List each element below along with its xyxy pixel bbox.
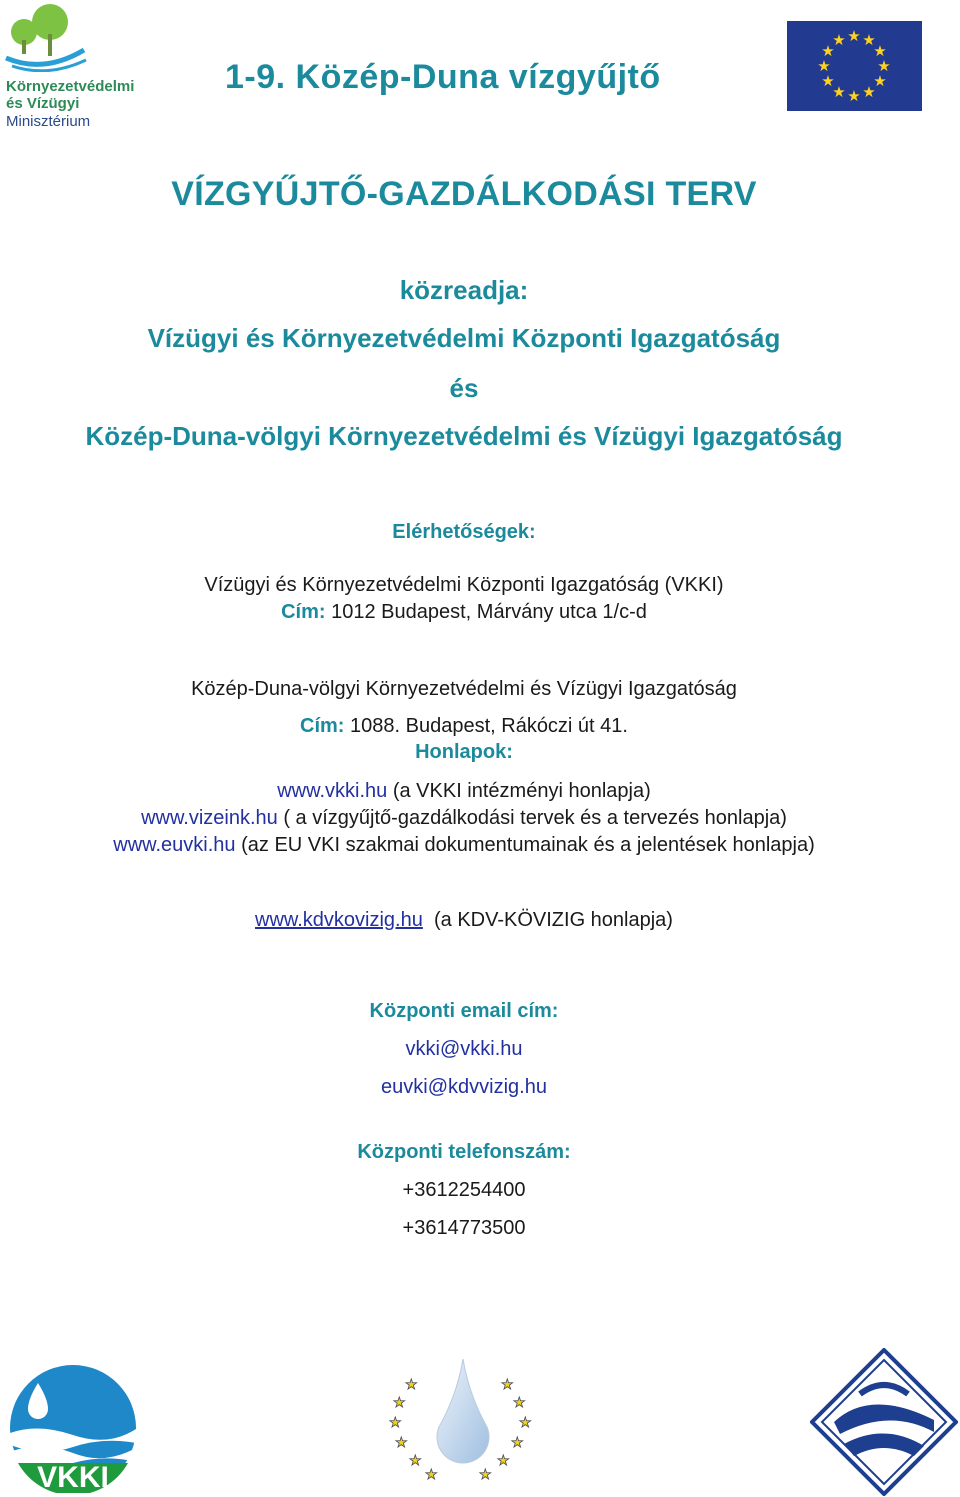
kdv-address-value: 1088. Budapest, Rákóczi út 41. <box>350 715 628 737</box>
main-title: VÍZGYŰJTŐ-GAZDÁLKODÁSI TERV <box>171 175 757 213</box>
website-item <box>0 780 928 803</box>
publisher-org-1: Vízügyi és Környezetvédelmi Központi Igazgatóság <box>147 323 781 353</box>
svg-text:★: ★ <box>817 57 831 75</box>
kdv-diamond-logo-icon <box>810 1348 958 1496</box>
publisher-org-2: Közép-Duna-völgyi Környezetvédelmi és Vízügyi Igazgatóság <box>85 421 843 451</box>
phone-number-1: +3612254400 <box>402 1179 526 1201</box>
part-title: 1-9. Közép-Duna vízgyűjtő <box>225 58 661 96</box>
svg-text:★: ★ <box>511 1435 524 1451</box>
ministry-logo-line-3: Minisztérium <box>6 113 91 130</box>
svg-text:★: ★ <box>513 1395 526 1411</box>
svg-text:★: ★ <box>847 87 861 105</box>
published-by-label: közreadja: <box>399 275 529 305</box>
svg-text:★: ★ <box>405 1377 418 1393</box>
website-link-euvki[interactable]: www.euvki.hu <box>113 834 236 856</box>
eu-flag-icon <box>787 21 922 111</box>
tree-logo-icon <box>4 2 94 72</box>
and-conjunction: és <box>449 373 479 403</box>
phone-number-2: +3614773500 <box>402 1217 526 1239</box>
kdv-address <box>0 715 928 738</box>
email-address-1[interactable]: vkki@vkki.hu <box>405 1038 523 1060</box>
svg-text:★: ★ <box>425 1467 438 1483</box>
email-heading: Központi email cím: <box>369 1000 559 1022</box>
svg-text:★: ★ <box>519 1415 532 1431</box>
phone-heading: Központi telefonszám: <box>357 1141 571 1163</box>
vkki-logo-icon <box>8 1363 138 1493</box>
svg-text:★: ★ <box>847 27 861 45</box>
website-desc: (az EU VKI szakmai dokumentumainak és a jelentések honlapja) <box>241 834 815 856</box>
email-address-2[interactable]: euvki@kdvvizig.hu <box>381 1076 547 1098</box>
vkki-address-value: 1012 Budapest, Márvány utca 1/c-d <box>331 601 647 623</box>
svg-text:★: ★ <box>832 31 846 49</box>
svg-text:★: ★ <box>821 42 835 60</box>
websites-heading: Honlapok: <box>415 741 513 763</box>
address-label: Cím: <box>300 715 345 737</box>
website-item <box>0 834 928 857</box>
svg-text:★: ★ <box>873 42 887 60</box>
svg-text:★: ★ <box>821 72 835 90</box>
website-desc: ( a vízgyűjtő-gazdálkodási tervek és a tervezés honlapja) <box>283 807 787 829</box>
svg-text:★: ★ <box>409 1453 422 1469</box>
water-drop-logo-icon <box>383 1355 543 1495</box>
website-desc: (a VKKI intézményi honlapja) <box>392 780 651 802</box>
website-item <box>0 807 928 830</box>
address-label: Cím: <box>281 601 326 623</box>
svg-text:★: ★ <box>501 1377 514 1393</box>
ministry-logo <box>4 2 154 132</box>
website-link-kdvkovizig[interactable]: www.kdvkovizig.hu <box>255 909 423 931</box>
vkki-logo-text: VKKI <box>37 1461 109 1493</box>
svg-text:★: ★ <box>389 1415 402 1431</box>
svg-text:★: ★ <box>395 1435 408 1451</box>
ministry-logo-line-1: Környezetvédelmi <box>6 78 135 95</box>
svg-text:★: ★ <box>479 1467 492 1483</box>
svg-text:★: ★ <box>873 72 887 90</box>
svg-text:★: ★ <box>497 1453 510 1469</box>
svg-text:★: ★ <box>862 31 876 49</box>
svg-text:★: ★ <box>877 57 891 75</box>
website-link-vkki[interactable]: www.vkki.hu <box>277 780 388 802</box>
website-desc: (a KDV-KÖVIZIG honlapja) <box>433 909 673 931</box>
svg-text:★: ★ <box>832 83 846 101</box>
contacts-heading: Elérhetőségek: <box>392 521 536 543</box>
vkki-address <box>0 601 928 624</box>
svg-text:★: ★ <box>393 1395 406 1411</box>
svg-text:★: ★ <box>862 83 876 101</box>
website-link-vizeink[interactable]: www.vizeink.hu <box>141 807 278 829</box>
ministry-logo-line-2: és Vízügyi <box>6 95 80 112</box>
vkki-name: Vízügyi és Környezetvédelmi Központi Igazgatóság (VKKI) <box>204 574 724 596</box>
website-item <box>0 909 928 932</box>
kdv-name: Közép-Duna-völgyi Környezetvédelmi és Vízügyi Igazgatóság <box>191 678 737 700</box>
